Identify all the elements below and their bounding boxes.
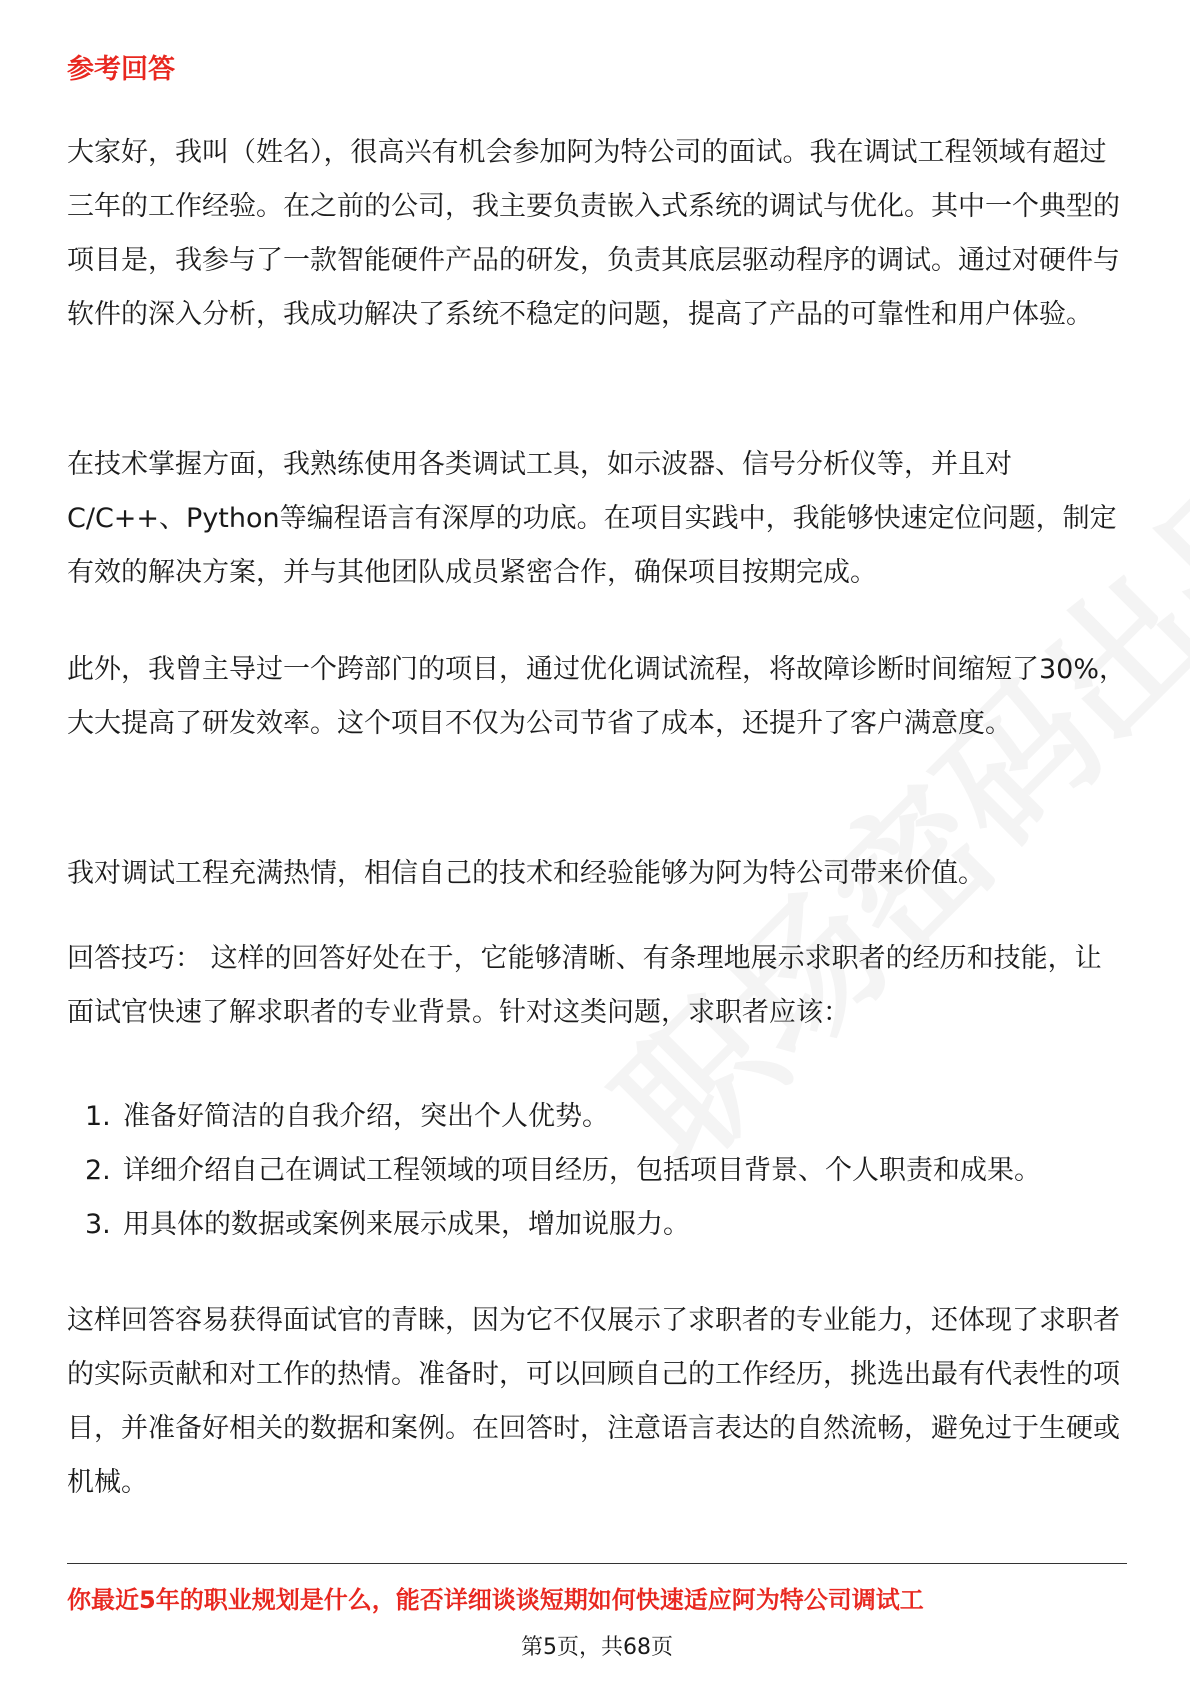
tips-paragraph: 回答技巧： 这样的回答好处在于，它能够清晰、有条理地展示求职者的经历和技能，让面试官快速了解求职者的专业背景。针对这类问题，求职者应该： (67, 943, 1102, 1028)
answer-achievement-paragraph: 此外，我曾主导过一个跨部门的项目，通过优化调试流程，将故障诊断时间缩短了30%，大大提高了研发效率。这个项目不仅为公司节省了成本，还提升了客户满意度。 (67, 654, 1127, 739)
list-item-text: 用具体的数据或案例来展示成果，增加说服力。 (123, 1209, 690, 1240)
list-item-number: 2. (85, 1155, 111, 1186)
next-question-heading: 你最近5年的职业规划是什么，能否详细谈谈短期如何快速适应阿为特公司调试工 (67, 1586, 924, 1614)
list-item (67, 1198, 1127, 1252)
page-number: 第5页，共68页 (521, 1635, 673, 1660)
list-item-number: 3. (85, 1209, 111, 1240)
section-heading: 参考回答 (67, 54, 175, 85)
divider (67, 1563, 1127, 1564)
list-item (67, 1144, 1127, 1198)
list-item-text: 准备好简洁的自我介绍，突出个人优势。 (123, 1101, 609, 1132)
tips-list (67, 1090, 1127, 1252)
list-item-text: 详细介绍自己在调试工程领域的项目经历，包括项目背景、个人职责和成果。 (123, 1155, 1041, 1186)
list-item (67, 1090, 1127, 1144)
list-item-number: 1. (85, 1101, 111, 1132)
answer-intro-paragraph: 大家好，我叫（姓名），很高兴有机会参加阿为特公司的面试。我在调试工程领域有超过三年的工作经验。在之前的公司，我主要负责嵌入式系统的调试与优化。其中一个典型的项目是，我参与了一款智能硬件产品的研发，负责其底层驱动程序的调试。通过对硬件与软件的深入分析，我成功解决了系统不稳定的问题，提高了产品的可靠性和用户体验。 (67, 137, 1120, 330)
answer-closing-paragraph: 我对调试工程充满热情，相信自己的技术和经验能够为阿为特公司带来价值。 (67, 858, 985, 889)
document-page (67, 0, 1127, 1684)
answer-skills-paragraph: 在技术掌握方面，我熟练使用各类调试工具，如示波器、信号分析仪等，并且对C/C++、Python等编程语言有深厚的功底。在项目实践中，我能够快速定位问题，制定有效的解决方案，并与其他团队成员紧密合作，确保项目按期完成。 (67, 449, 1117, 588)
summary-paragraph: 这样回答容易获得面试官的青睐，因为它不仅展示了求职者的专业能力，还体现了求职者的实际贡献和对工作的热情。准备时，可以回顾自己的工作经历，挑选出最有代表性的项目，并准备好相关的数据和案例。在回答时，注意语言表达的自然流畅，避免过于生硬或机械。 (67, 1305, 1120, 1498)
